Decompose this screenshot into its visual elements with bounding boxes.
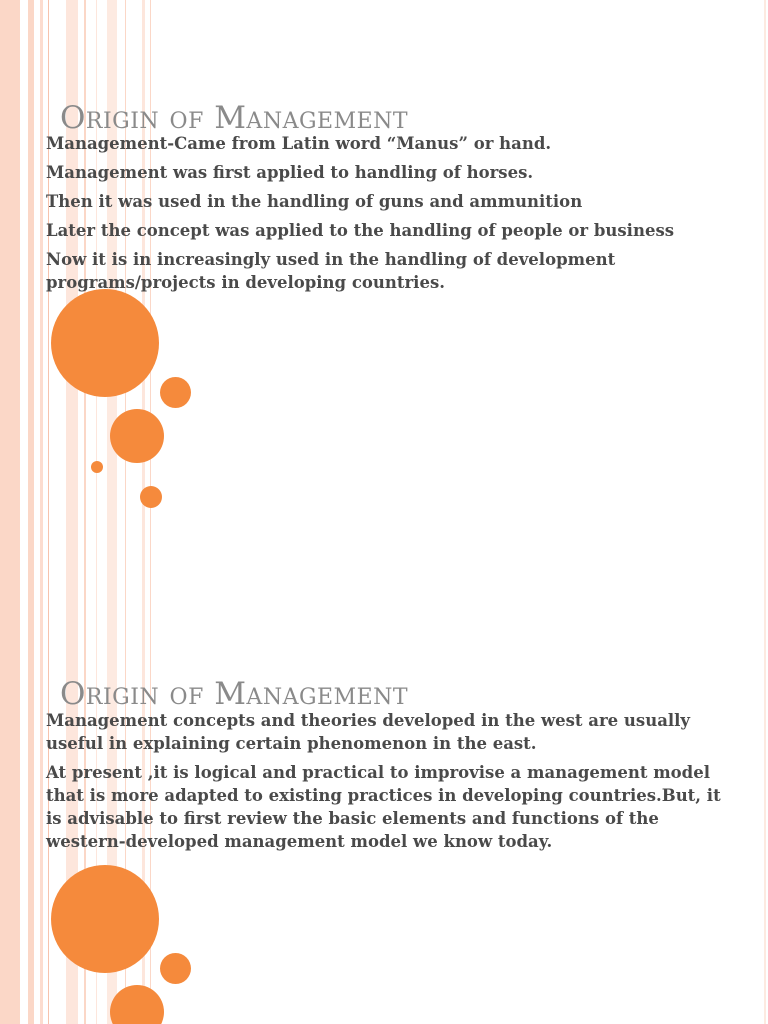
bullet-list <box>46 132 736 300</box>
decorative-circle-small <box>160 953 191 984</box>
bullet-item: Management was first applied to handling of horses. <box>46 163 534 182</box>
decorative-stripe <box>764 576 766 1024</box>
slide-title: Origin of Management <box>60 100 409 136</box>
decorative-circle-large <box>51 865 159 973</box>
decorative-circle-medium <box>110 985 164 1024</box>
bullet-list <box>46 709 736 859</box>
decorative-stripe <box>40 576 43 1024</box>
decorative-stripe <box>28 576 34 1024</box>
decorative-circle-tiny <box>91 461 103 473</box>
bullet-item: At present ,it is logical and practical to improvise a management model that is more adapted to existing practices in developing countries.But, it is advisable to first review the basic elements and functions of the western-developed management model we know today. <box>46 763 721 851</box>
decorative-stripe <box>0 0 20 576</box>
bullet-item: Management concepts and theories developed in the west are usually useful in explaining certain phenomenon in the east. <box>46 711 691 753</box>
bullet-item: Then it was used in the handling of guns and ammunition <box>46 192 583 211</box>
slide-title: Origin of Management <box>60 676 409 712</box>
slide-2 <box>0 576 768 1024</box>
bullet-item: Later the concept was applied to the handling of people or business <box>46 221 675 240</box>
decorative-stripe <box>764 0 766 576</box>
decorative-circle-small <box>160 377 191 408</box>
bullet-item: Now it is in increasingly used in the handling of development programs/projects in developing countries. <box>46 250 616 292</box>
decorative-stripe <box>0 576 20 1024</box>
decorative-circle-medium <box>110 409 164 463</box>
decorative-stripe <box>28 0 34 576</box>
decorative-circle-small <box>140 486 162 508</box>
decorative-stripe <box>40 0 43 576</box>
decorative-circle-large <box>51 289 159 397</box>
bullet-item: Management-Came from Latin word “Manus” or hand. <box>46 134 552 153</box>
